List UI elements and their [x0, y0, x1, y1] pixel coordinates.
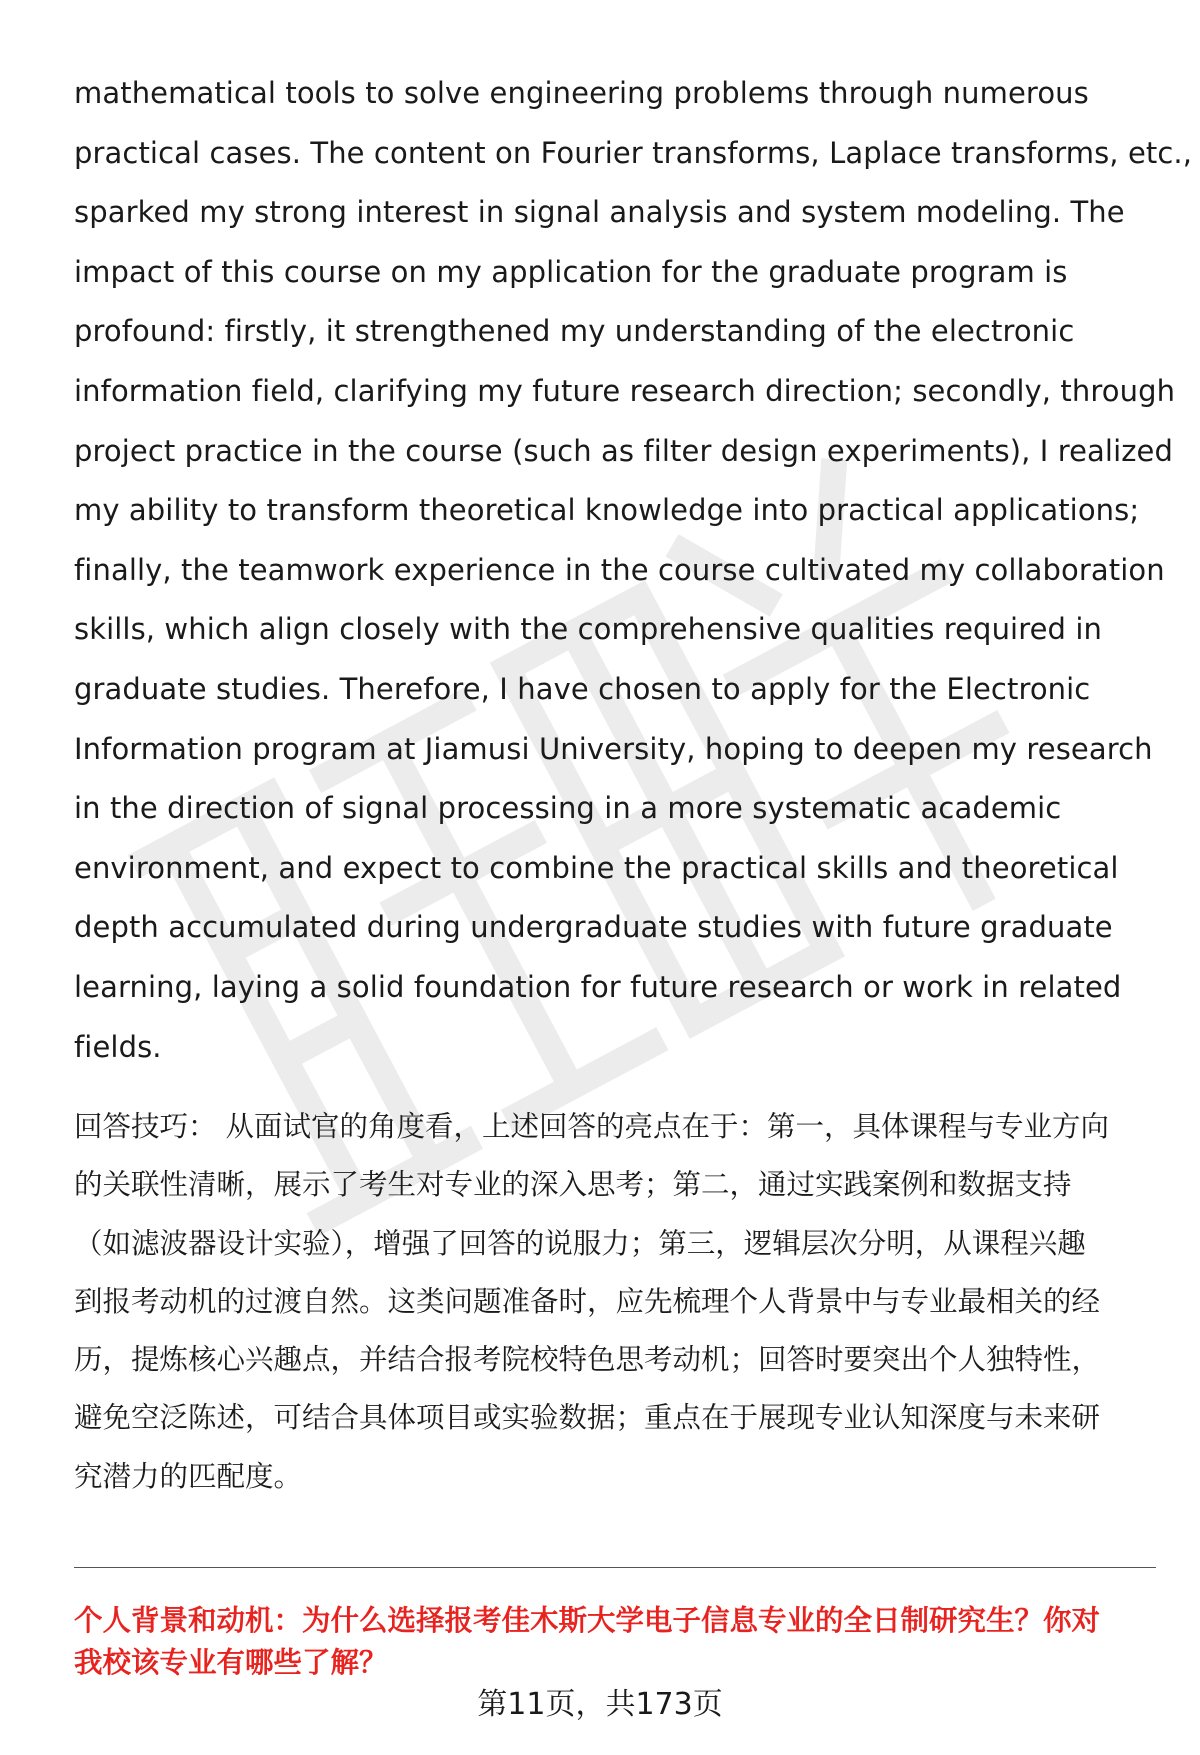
tips-line: 回答技巧： 从面试官的角度看，上述回答的亮点在于：第一，具体课程与专业方向	[74, 1110, 1110, 1143]
tips-line: 究潜力的匹配度。	[74, 1459, 303, 1493]
answer-tips-paragraph	[74, 1098, 1164, 1506]
body-line: impact of this course on my application for the graduate program is	[74, 254, 1068, 289]
body-line: my ability to transform theoretical knowledge into practical applications;	[74, 493, 1140, 528]
body-line: project practice in the course (such as filter design experiments), I realized	[74, 433, 1173, 468]
body-line: learning, laying a solid foundation for future research or work in related	[74, 969, 1122, 1004]
body-line: finally, the teamwork experience in the course cultivated my collaboration	[74, 552, 1165, 587]
body-line: environment, and expect to combine the practical skills and theoretical	[74, 850, 1119, 885]
tips-line: 避免空泛陈述，可结合具体项目或实验数据；重点在于展现专业认知深度与未来研	[74, 1401, 1101, 1435]
body-line: information field, clarifying my future research direction; secondly, through	[74, 373, 1176, 408]
body-line: skills, which align closely with the comprehensive qualities required in	[74, 612, 1102, 647]
body-line: mathematical tools to solve engineering problems through numerous	[74, 76, 1089, 110]
tips-line: 历，提炼核心兴趣点，并结合报考院校特色思考动机；回答时要突出个人独特性，	[74, 1343, 1101, 1377]
body-line: graduate studies. Therefore, I have chosen to apply for the Electronic	[74, 671, 1091, 706]
question-heading	[74, 1600, 1164, 1684]
body-line: sparked my strong interest in signal analysis and system modeling. The	[74, 195, 1125, 230]
page-number: 第11页，共173页	[477, 1687, 723, 1722]
body-line: in the direction of signal processing in a more systematic academic	[74, 791, 1062, 826]
body-line: depth accumulated during undergraduate studies with future graduate	[74, 910, 1113, 945]
section-divider	[74, 1567, 1156, 1568]
body-line: practical cases. The content on Fourier transforms, Laplace transforms, etc.,	[74, 135, 1193, 170]
body-line: Information program at Jiamusi University, hoping to deepen my research	[74, 731, 1153, 766]
body-paragraph	[74, 64, 1193, 1077]
body-line: profound: firstly, it strengthened my understanding of the electronic	[74, 314, 1075, 349]
tips-line: 到报考动机的过渡自然。这类问题准备时，应先梳理个人背景中与专业最相关的经	[74, 1284, 1101, 1318]
question-line: 我校该专业有哪些了解？	[74, 1646, 388, 1679]
body-line: fields.	[74, 1029, 162, 1064]
tips-line: 的关联性清晰，展示了考生对专业的深入思考；第二，通过实践案例和数据支持	[74, 1168, 1072, 1202]
question-line: 个人背景和动机：为什么选择报考佳木斯大学电子信息专业的全日制研究生？你对	[74, 1604, 1101, 1637]
tips-line: （如滤波器设计实验），增强了回答的说服力；第三，逻辑层次分明，从课程兴趣	[74, 1226, 1086, 1260]
